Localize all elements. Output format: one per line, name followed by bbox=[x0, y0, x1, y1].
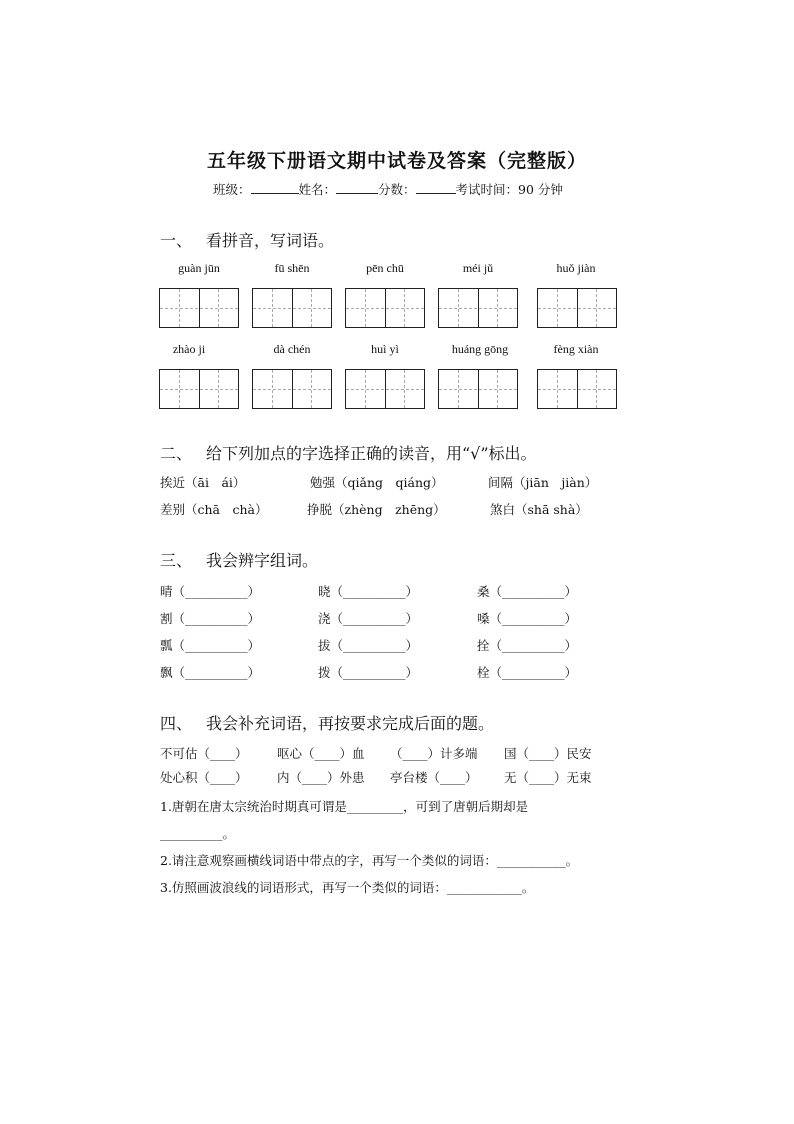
word-item[interactable]: 拨（__________） bbox=[318, 665, 419, 680]
pinyin-label: fū shēn bbox=[274, 261, 310, 275]
section1-title: 看拼音，写词语。 bbox=[206, 231, 335, 250]
section1-heading bbox=[160, 228, 334, 251]
writing-box[interactable] bbox=[345, 369, 425, 409]
pinyin-label: dà chén bbox=[273, 342, 311, 356]
section4-heading bbox=[160, 711, 494, 734]
page-title: 五年级下册语文期中试卷及答案（完整版） bbox=[206, 150, 587, 172]
student-info-line bbox=[213, 180, 563, 198]
pinyin-label: zhào ji bbox=[172, 342, 206, 356]
writing-box[interactable] bbox=[252, 288, 332, 328]
question-1-continued[interactable]: __________。 bbox=[160, 826, 236, 841]
section2-heading bbox=[160, 441, 537, 464]
time-label: 考试时间：90 分钟 bbox=[455, 182, 563, 197]
pinyin-label: fèng xiàn bbox=[553, 342, 599, 356]
name-label: 姓名： bbox=[298, 182, 337, 197]
pinyin-label: huáng gōng bbox=[451, 342, 509, 356]
pronunciation-item[interactable]: 挣脱（zhèng zhēng） bbox=[307, 502, 446, 517]
pinyin-label: méi jǔ bbox=[462, 261, 494, 275]
writing-box[interactable] bbox=[537, 288, 617, 328]
pronunciation-item[interactable]: 勉强（qiǎng qiáng） bbox=[310, 475, 444, 490]
section4-title: 我会补充词语，再按要求完成后面的题。 bbox=[206, 714, 495, 733]
section1-number: 一、 bbox=[160, 231, 193, 250]
writing-box[interactable] bbox=[438, 288, 518, 328]
writing-box[interactable] bbox=[159, 288, 239, 328]
word-item[interactable]: 晓（__________） bbox=[318, 584, 419, 599]
pinyin-label: guàn jūn bbox=[178, 261, 220, 275]
idiom-item[interactable]: 亭台楼（____） bbox=[390, 770, 478, 785]
word-item[interactable]: 晴（__________） bbox=[160, 584, 261, 599]
idiom-item[interactable]: 不可估（____） bbox=[160, 746, 248, 761]
section3-title: 我会辨字组词。 bbox=[206, 551, 319, 570]
section2-title: 给下列加点的字选择正确的读音，用“√”标出。 bbox=[206, 444, 537, 463]
word-item[interactable]: 栓（__________） bbox=[477, 665, 578, 680]
section2-number: 二、 bbox=[160, 444, 193, 463]
writing-box[interactable] bbox=[537, 369, 617, 409]
section4-number: 四、 bbox=[160, 714, 193, 733]
pinyin-label: pēn chū bbox=[366, 261, 404, 275]
word-item[interactable]: 拔（__________） bbox=[318, 638, 419, 653]
pronunciation-item[interactable]: 间隔（jiān jiàn） bbox=[488, 475, 598, 490]
section3-heading bbox=[160, 548, 318, 571]
word-item[interactable]: 割（__________） bbox=[160, 611, 261, 626]
idiom-item[interactable]: （____）计多端 bbox=[390, 746, 478, 761]
section3-number: 三、 bbox=[160, 551, 193, 570]
idiom-item[interactable]: 处心积（____） bbox=[160, 770, 248, 785]
pronunciation-item[interactable]: 差别（chā chà） bbox=[160, 502, 268, 517]
idiom-item[interactable]: 内（____）外患 bbox=[277, 770, 365, 785]
writing-box[interactable] bbox=[159, 369, 239, 409]
idiom-item[interactable]: 呕心（____）血 bbox=[277, 746, 365, 761]
idiom-item[interactable]: 国（____）民安 bbox=[504, 746, 592, 761]
pinyin-label: huì yì bbox=[371, 342, 399, 356]
word-item[interactable]: 浇（__________） bbox=[318, 611, 419, 626]
pronunciation-item[interactable]: 煞白（shā shà） bbox=[490, 502, 588, 517]
pinyin-label: huǒ jiàn bbox=[556, 261, 596, 275]
pronunciation-item[interactable]: 挨近（āi ái） bbox=[160, 475, 246, 490]
writing-box[interactable] bbox=[345, 288, 425, 328]
name-blank[interactable] bbox=[336, 181, 378, 194]
score-blank[interactable] bbox=[416, 181, 456, 194]
class-label: 班级： bbox=[213, 182, 251, 197]
question-3[interactable]: 3.仿照画波浪线的词语形式，再写一个类似的词语：____________。 bbox=[160, 880, 535, 895]
question-1[interactable]: 1.唐朝在唐太宗统治时期真可谓是_________，可到了唐朝后期却是 bbox=[160, 799, 529, 814]
writing-box[interactable] bbox=[252, 369, 332, 409]
word-item[interactable]: 瓢（__________） bbox=[160, 638, 261, 653]
word-item[interactable]: 拴（__________） bbox=[477, 638, 578, 653]
writing-box[interactable] bbox=[438, 369, 518, 409]
word-item[interactable]: 桑（__________） bbox=[477, 584, 578, 599]
word-item[interactable]: 嗓（__________） bbox=[477, 611, 578, 626]
word-item[interactable]: 飘（__________） bbox=[160, 665, 261, 680]
idiom-item[interactable]: 无（____）无束 bbox=[504, 770, 592, 785]
score-label: 分数： bbox=[378, 182, 416, 197]
class-blank[interactable] bbox=[251, 181, 299, 194]
question-2[interactable]: 2.请注意观察画横线词语中带点的字，再写一个类似的词语：___________。 bbox=[160, 853, 579, 868]
